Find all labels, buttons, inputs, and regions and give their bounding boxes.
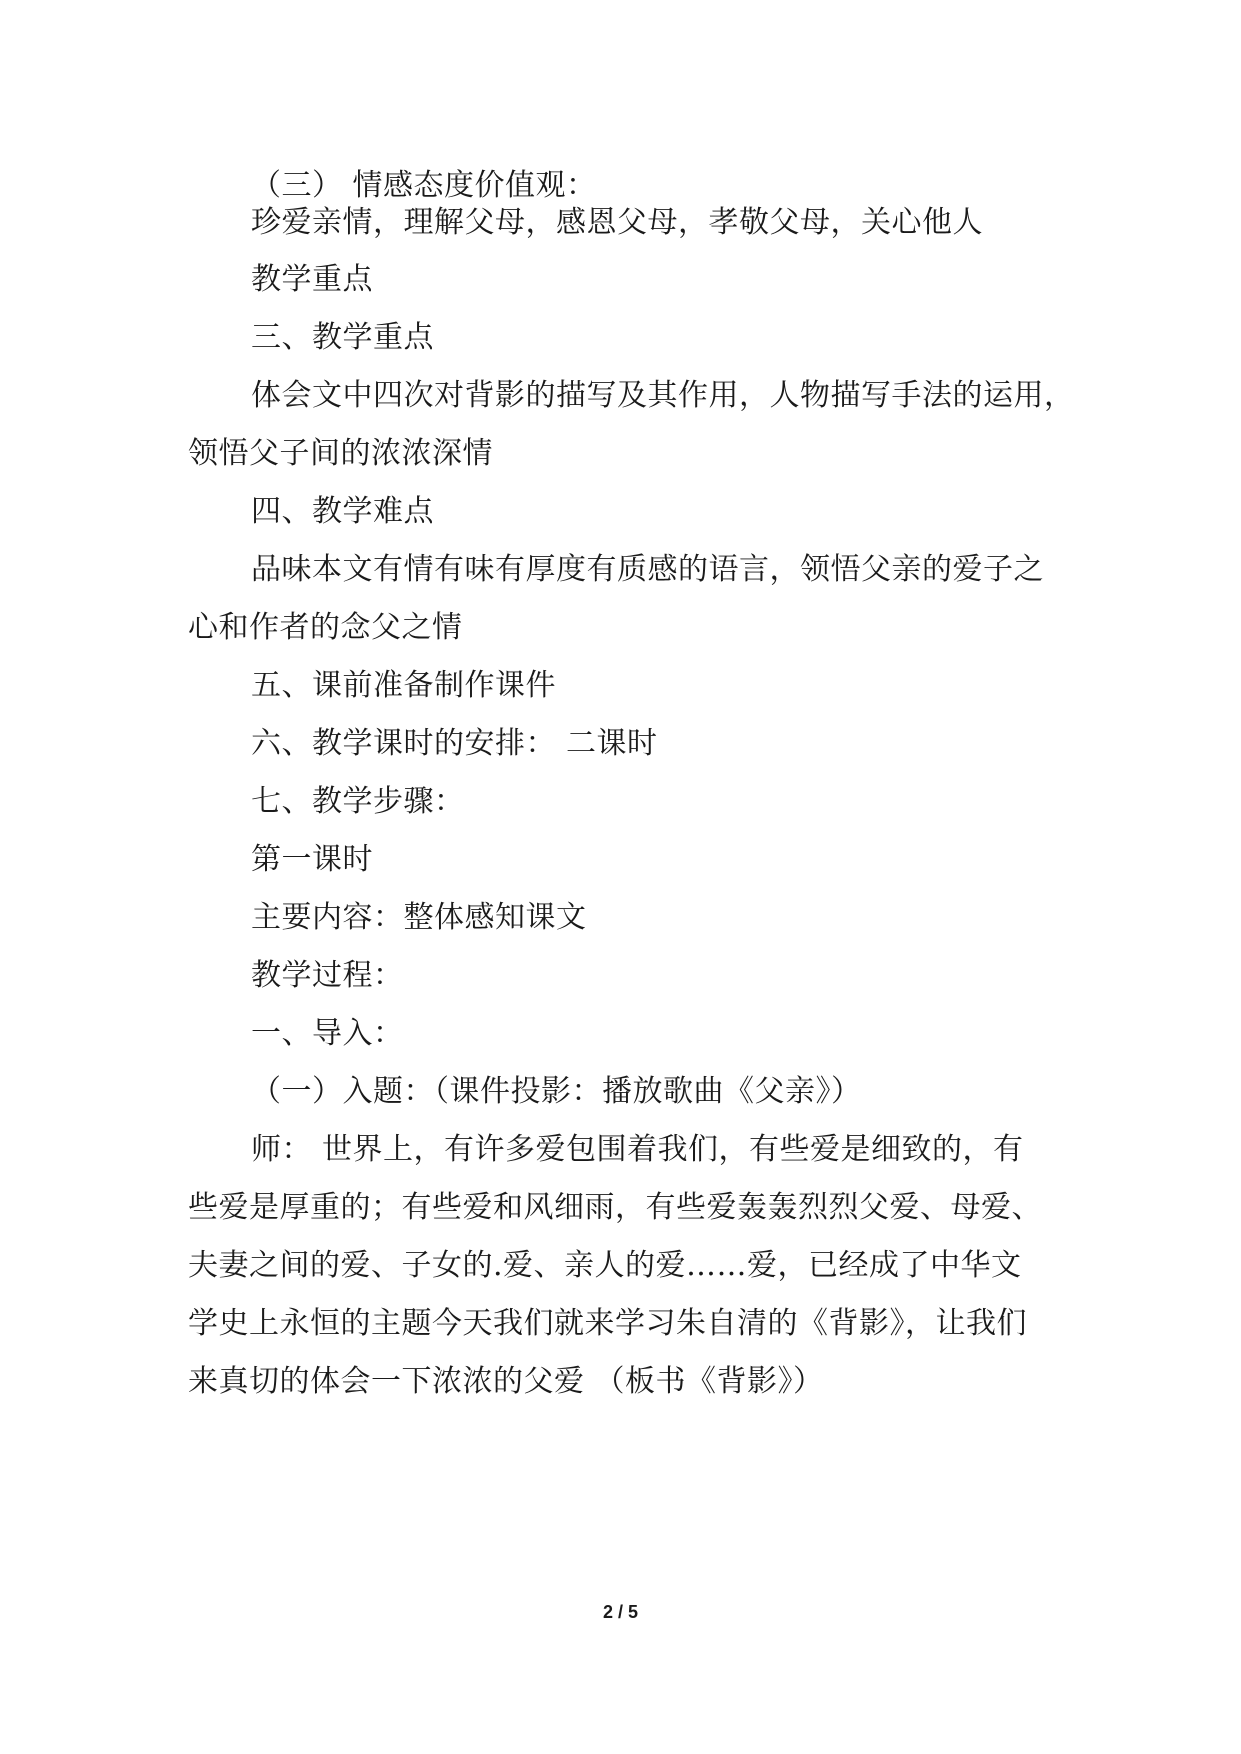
line-intro-topic: （一）入题：（课件投影：播放歌曲《父亲》） <box>251 1074 862 1109</box>
line-section-four-heading: 四、教学难点 <box>251 494 434 529</box>
line-section-six: 六、教学课时的安排： 二课时 <box>251 726 658 761</box>
line-section-five: 五、课前准备制作课件 <box>251 668 556 703</box>
line-affective-goals-text: 珍爱亲情，理解父母，感恩父母，孝敬父母，关心他人 <box>251 205 983 240</box>
line-focus-text-1: 体会文中四次对背影的描写及其作用，人物描写手法的运用， <box>251 378 1075 413</box>
line-first-lesson: 第一课时 <box>251 842 373 877</box>
line-difficulty-text-1: 品味本文有情有味有厚度有质感的语言，领悟父亲的爱子之 <box>251 552 1044 587</box>
line-focus-text-2: 领悟父子间的浓浓深情 <box>188 436 493 471</box>
line-difficulty-text-2: 心和作者的念父之情 <box>188 610 463 645</box>
line-teacher-speech-1: 师： 世界上，有许多爱包围着我们，有些爱是细致的，有 <box>251 1132 1024 1167</box>
line-section-seven: 七、教学步骤： <box>251 784 465 819</box>
page-number: 2 / 5 <box>602 1602 639 1622</box>
line-teacher-speech-5: 来真切的体会一下浓浓的父爱 （板书《背影》） <box>188 1364 824 1399</box>
line-affective-goals-heading: （三） 情感态度价值观： <box>251 168 597 203</box>
line-main-content: 主要内容：整体感知课文 <box>251 900 587 935</box>
line-teacher-speech-2: 些爱是厚重的；有些爱和风细雨，有些爱轰轰烈烈父爱、母爱、 <box>188 1190 1042 1225</box>
line-teacher-speech-4: 学史上永恒的主题今天我们就来学习朱自清的《背影》，让我们 <box>188 1306 1027 1341</box>
line-teaching-process: 教学过程： <box>251 958 404 993</box>
line-teaching-focus-label: 教学重点 <box>251 262 373 297</box>
line-section-three-heading: 三、教学重点 <box>251 320 434 355</box>
line-teacher-speech-3: 夫妻之间的爱、子女的.爱、亲人的爱……爱，已经成了中华文 <box>188 1248 1022 1283</box>
line-introduction-heading: 一、导入： <box>251 1016 404 1051</box>
